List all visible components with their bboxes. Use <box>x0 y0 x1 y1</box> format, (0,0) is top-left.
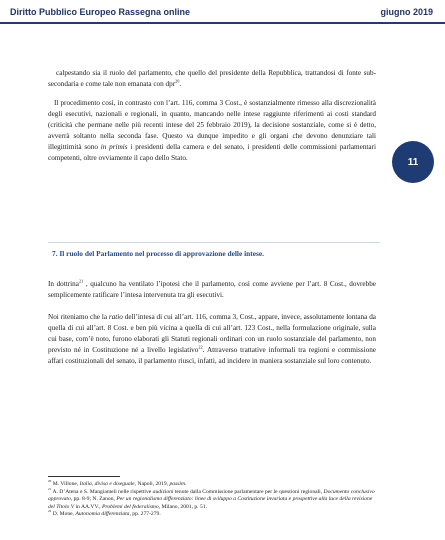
paragraph-1 <box>48 68 376 90</box>
paragraph-text: Noi riteniamo che la <box>48 313 109 321</box>
footnote-text: A. D’Atena e S. Mangiameli nelle rispettive <box>51 488 153 495</box>
footnote-text: M. Villone, <box>51 481 80 487</box>
footnote-separator <box>48 476 120 477</box>
journal-title: Diritto Pubblico Europeo Rassegna online <box>10 7 191 17</box>
footnote-number: 21 <box>48 486 52 491</box>
footnote-text: , pp. 277-279. <box>129 511 161 517</box>
section-heading: 7. Il ruolo del Parlamento nel processo di approvazione delle intese. <box>52 249 264 258</box>
footnote-text: . <box>185 481 187 487</box>
footnote-21 <box>48 486 376 512</box>
paragraph-text: . <box>179 80 182 88</box>
issue-date: giugno 2019 <box>380 7 433 17</box>
footnote-italic: audizioni <box>152 488 174 495</box>
paragraph-text: calpestando sia il ruolo del parlamento, che quello del presidente della Repubblica, trattandosi di fonte sub-secondaria e come tale non emanata con dpr <box>48 69 376 88</box>
footnote-text: , pp. 8-9; N. Zanon, <box>70 496 117 502</box>
footnote-22 <box>48 511 376 519</box>
footnote-italic: Problemi del federalismo <box>101 503 159 510</box>
footnotes <box>48 481 376 519</box>
footnote-italic: Italia, divisa e diseguale <box>79 481 135 487</box>
section-divider <box>48 242 380 243</box>
footnote-number: 20 <box>48 479 52 484</box>
paragraph-text: . Attraverso trattative informali tra regioni e commissione affari costituzionali del senato, il parlamento riuscì, infatti, ad incidere in maniera sostanziale sul loro contenuto. <box>48 346 376 365</box>
paragraph-text: dell’intesa di cui all’art. 116, comma 3, Cost., appare, invece, assolutamente lontana da quella di cui all’art. 8 Cost. e ben più vicina a quella di cui all’art. 123 Cost., nella formulazione originale, sulla cui base, com’è noto, furono elaborati gli Statuti regionali ordinari con un ruolo sostanziale del parlamento, non previsto né in Costituzione né a livello legislativo <box>48 313 376 354</box>
footnote-text: in AA.VV., <box>74 503 102 510</box>
footnote-ref[interactable]: 21 <box>78 278 84 284</box>
footnote-ref[interactable]: 22 <box>198 344 203 350</box>
page-number-badge: 11 <box>392 141 434 183</box>
footnote-italic: passim <box>169 481 186 487</box>
paragraph-text: , qualcuno ha ventilato l’ipotesi che il parlamento, così come avviene per l’art. 8 Cost., dovrebbe semplicemente ratificare l’intesa intervenuta tra gli esecutivi. <box>48 280 376 299</box>
paragraph-text: Il procedimento così, in contrasto con l’art. 116, comma 3 Cost., è sostanzialmente rimesso alla discrezionalità degli esecutivi, nazionali e regionali, in quanto, mancando nelle intese raggiunte riferimenti ai costi standard (criticità che permane nelle più recenti intese del 25 febbraio 2019), la decisione sostanziale, come si è detto, avverrà soltanto nella seconda fase. Questo va dunque impedito e gli organi che devono denunziare tali illegittimità sono <box>48 99 376 151</box>
footnote-20 <box>48 481 376 489</box>
footnote-text: , Napoli, 2019, <box>134 481 170 487</box>
paragraph-text: In dottrina <box>48 280 79 288</box>
italic-text: ratio <box>108 313 123 321</box>
paragraph-3 <box>48 279 376 301</box>
footnote-text: D. Mone, <box>51 511 76 517</box>
footnote-number: 22 <box>48 509 52 514</box>
paragraph-text: i presidenti della camera e del senato, i presidenti delle commissioni parlamentari competenti, oltre ovviamente il capo dello Stato. <box>48 143 376 162</box>
footnote-text: tenute dalla Commissione parlamentare per le questioni regionali, <box>173 488 324 495</box>
footnote-ref[interactable]: 20 <box>175 78 180 84</box>
paragraph-2 <box>48 98 376 164</box>
footnote-italic: Autonomia differenziata <box>75 511 130 517</box>
paragraph-4 <box>48 312 376 367</box>
page-header <box>0 0 445 24</box>
footnote-italic: Documento conclusivo approvato <box>48 488 375 502</box>
italic-text: in primis <box>100 143 128 151</box>
footnote-text: , Milano, 2001, p. 51. <box>158 503 207 510</box>
footnote-italic: Per un regionalismo differenziato: linee di sviluppo a Costituzione invariata e prospettive alla luce della revisione del Titolo V <box>48 496 373 510</box>
